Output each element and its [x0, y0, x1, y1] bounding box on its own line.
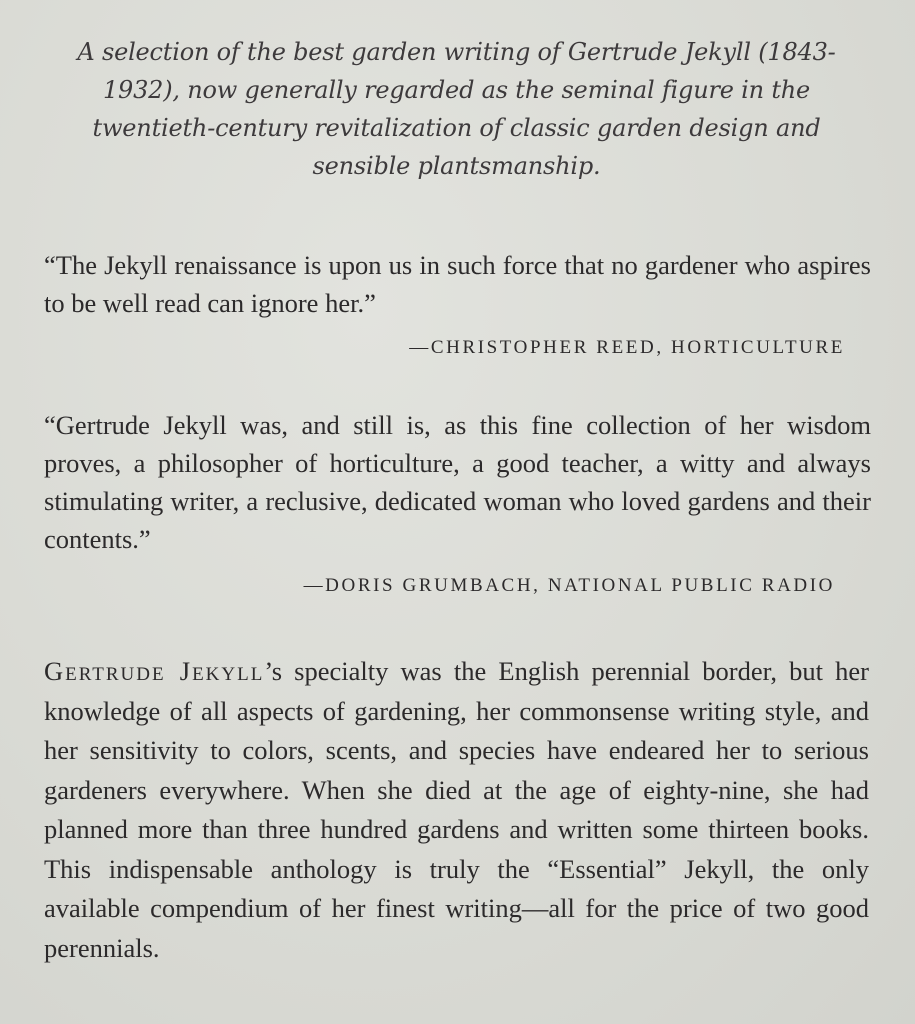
- author-bio: [44, 652, 869, 968]
- review-quote-2: “Gertrude Jekyll was, and still is, as this fine collection of her wisdom proves, a philosopher of horticulture, a good teacher, a witty and always stimulating writer, a reclusive, dedicated woman who loved gardens and their contents.”: [44, 410, 871, 554]
- review-quote-1: “The Jekyll renaissance is upon us in such force that no gardener who aspires to be well read can ignore her.”: [44, 250, 871, 318]
- author-name-smallcaps: Gertrude Jekyll: [44, 656, 265, 686]
- review-attribution-1: —CHRISTOPHER REED, HORTICULTURE: [409, 337, 845, 358]
- intro-blurb: A selection of the best garden writing of Gertrude Jekyll (1843-1932), now generally regarded as the seminal figure in the twentieth-century revitalization of classic garden design and sensible plantsmanship.: [77, 38, 836, 180]
- review-attribution-2: —DORIS GRUMBACH, NATIONAL PUBLIC RADIO: [303, 575, 835, 596]
- author-bio-text: ’s specialty was the English perennial border, but her knowledge of all aspects of gardening, her commonsense writing style, and her sensitivity to colors, scents, and species have endeared her to serious gardeners everywhere. When she died at the age of eighty-nine, she had planned more than three hundred gardens and written some thirteen books. This indispensable anthology is truly the “Essential” Jekyll, the only available compendium of her finest writing—all for the price of two good perennials.: [44, 656, 869, 963]
